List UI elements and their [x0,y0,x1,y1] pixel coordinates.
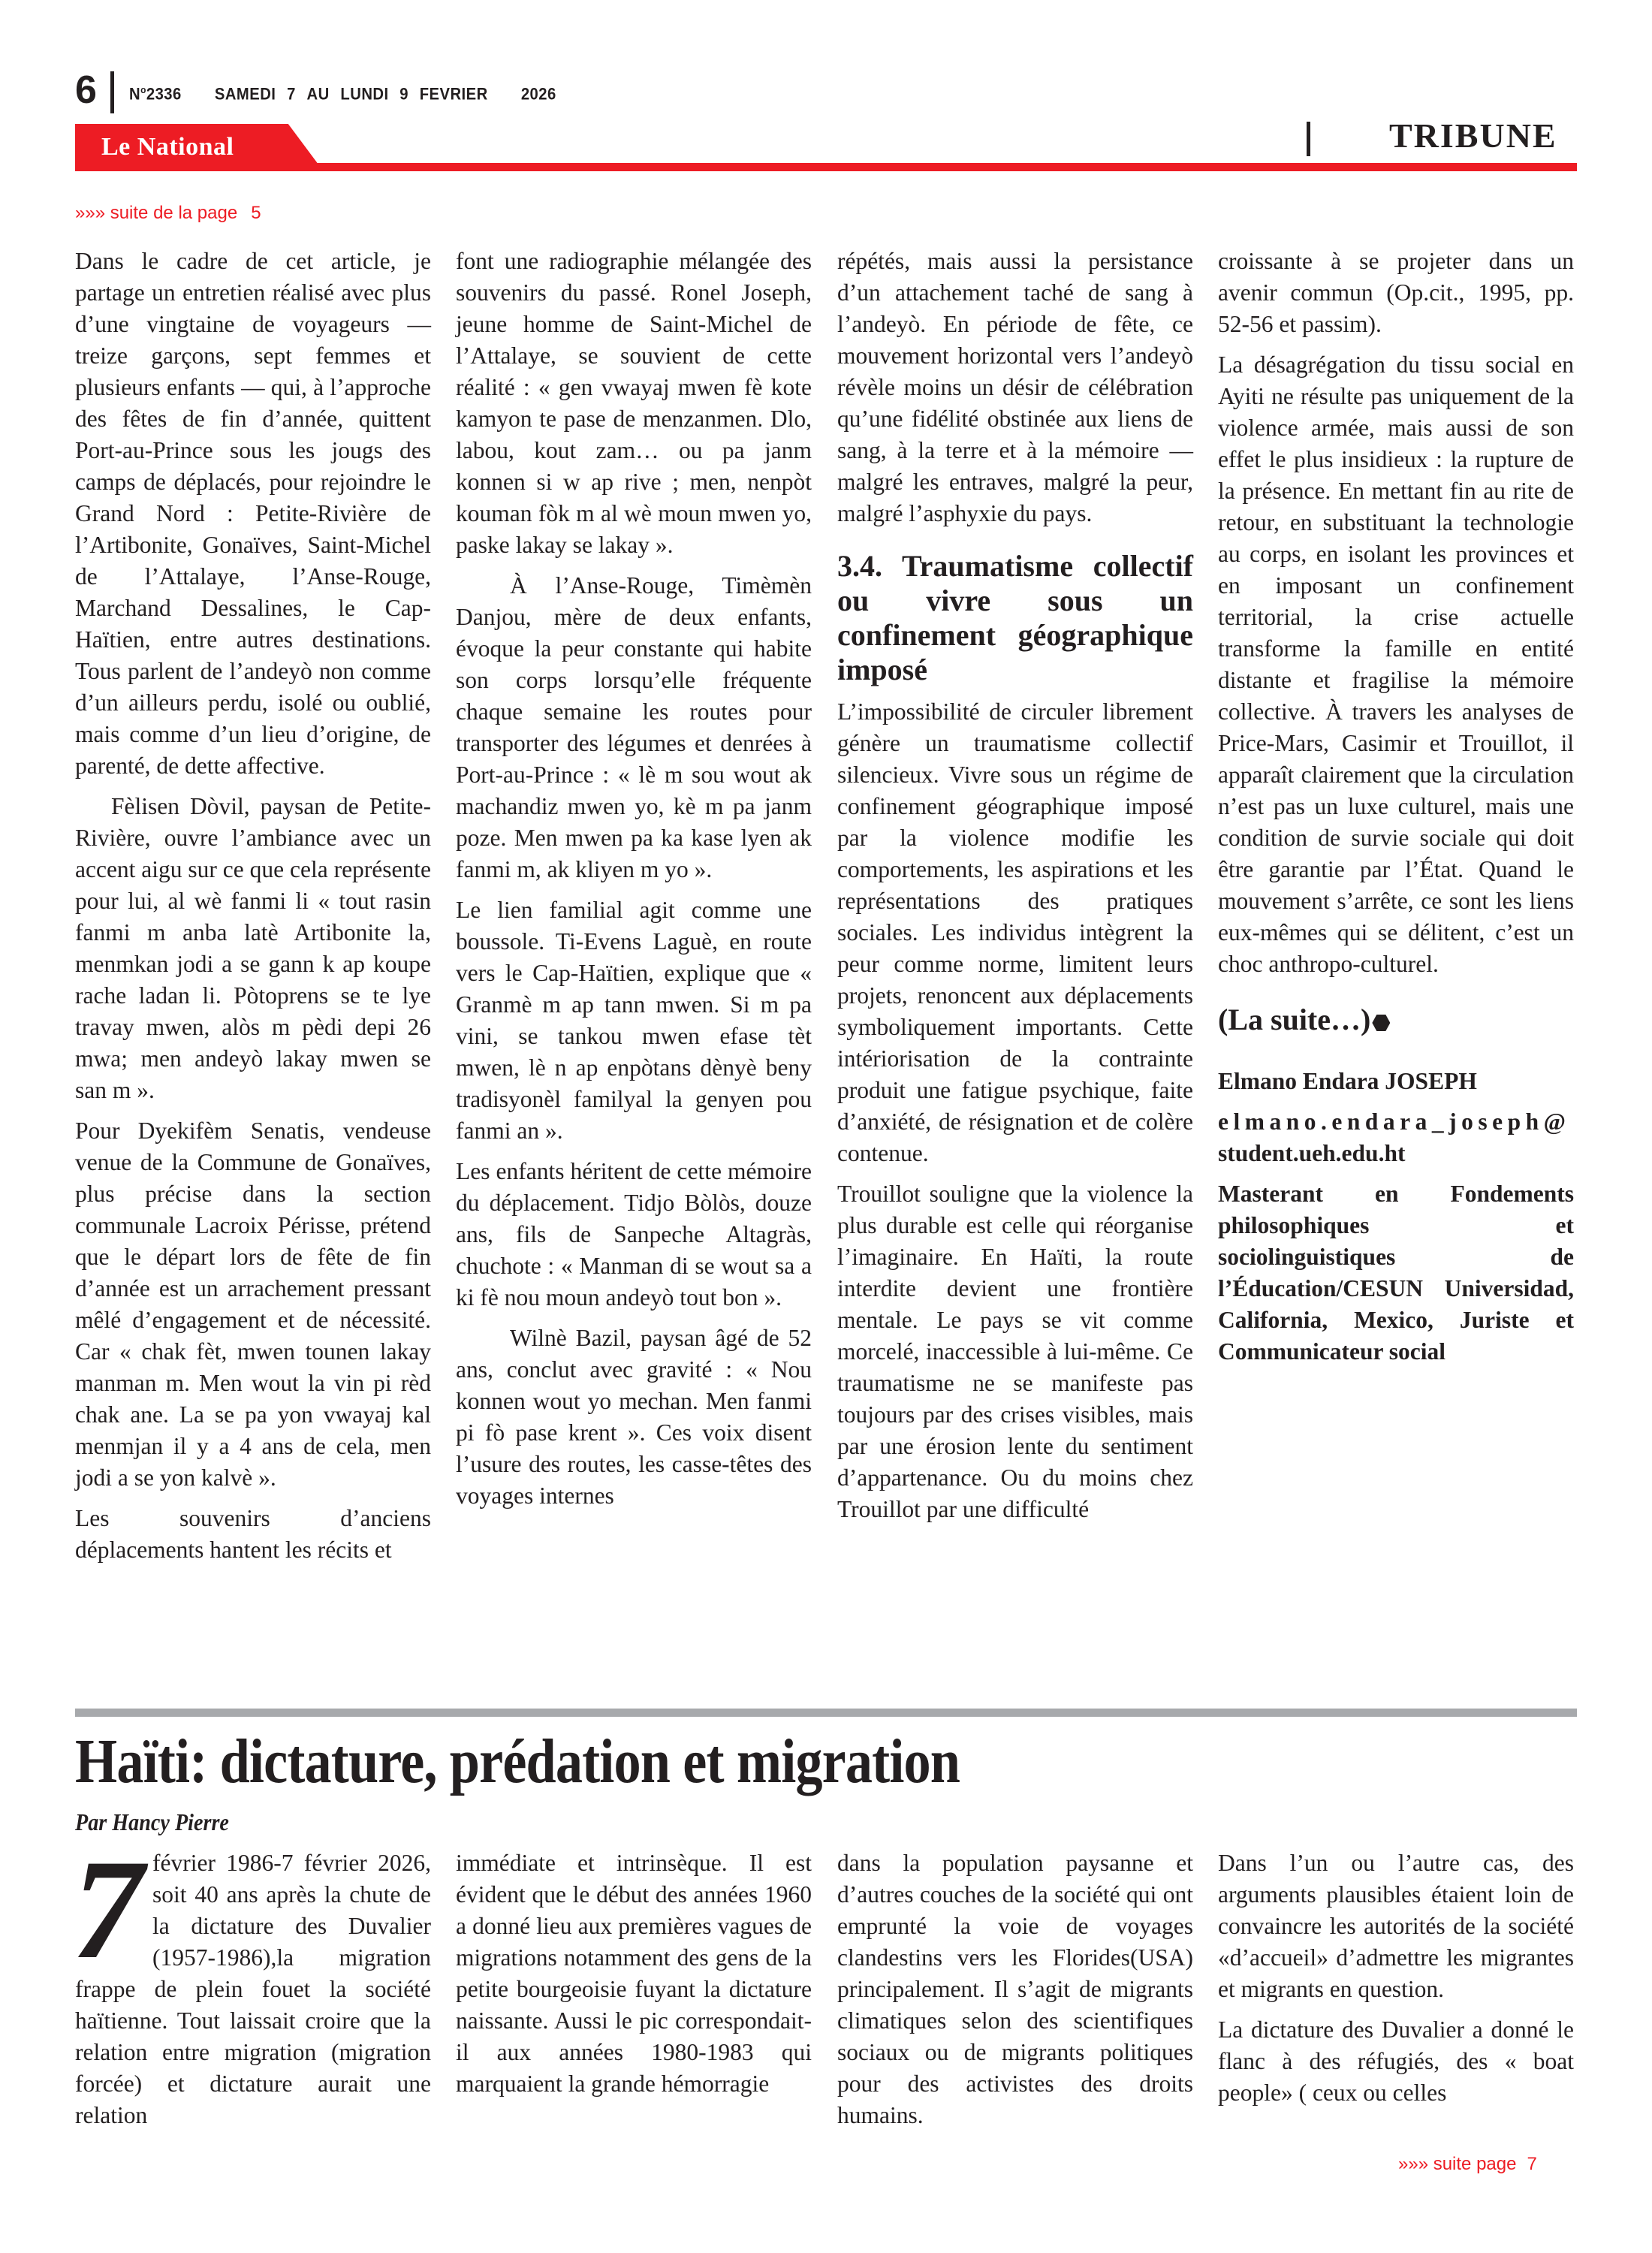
author-email[interactable] [1218,1106,1574,1169]
date-num2: 9 [399,84,409,104]
brand-logo: Le National [101,133,234,161]
paragraph: Dans l’un ou l’autre cas, des arguments plausibles étaient loin de convaincre les autorités de la société «d’accueil» d’admettre les migrantes et migrants en question. [1218,1850,1574,2002]
author-email-domain: student.ueh.edu.ht [1218,1140,1406,1166]
article1-column-4 [1218,246,1574,1377]
continued-to-label: »»» suite page [1398,2154,1517,2174]
paragraph-text: février 1986-7 février 2026, soit 40 ans après la chute de la dictature des Duvalier (1957-1986),la migration frappe de plein fouet la société haïtienne. Tout laissait croire que la relation entre migration (migration forcée) et dictature aurait une relation [75,1850,431,2128]
header-rule [75,163,1577,171]
article2-headline: Haïti: dictature, prédation et migration [75,1727,960,1796]
paragraph: Les enfants héritent de cette mémoire du déplacement. Tidjo Bòlòs, douze ans, fils de Sanpeche Altagràs, chuchote : « Manman di se wout sa a ki fè nou moun andeyò tout bon ». [456,1158,812,1310]
article-divider [75,1709,1577,1717]
continued-to-link[interactable] [1398,2154,1537,2175]
article1-column-1 [75,246,431,1575]
date-day1: SAMEDI [214,84,276,104]
drop-cap: 7 [72,1831,143,1989]
section-divider [1307,122,1310,156]
to-be-continued-label: (La suite…) [1218,1003,1371,1036]
to-be-continued [1218,1004,1574,1036]
paragraph: À l’Anse-Rouge, Timèmèn Danjou, mère de deux enfants, évoque la peur constante qui habite son corps lorsqu’elle fréquente chaque semaine les routes pour transporter des légumes et denrées à Port-au-Prince : « lè m sou wout ak machandiz mwen yo, kè m pa janm poze. Men mwen pa ka kase lyen ak fanmi m, ak kliyen m yo ». [456,572,812,882]
author-name: Elmano Endara JOSEPH [1218,1068,1477,1094]
article2-column-4 [1218,1847,1574,2118]
paragraph: font une radiographie mélangée des souvenirs du passé. Ronel Joseph, jeune homme de Saint-Michel de l’Attalaye, se souvient de cette réalité : « gen vwayaj mwen fè kote kamyon te pase de menzanmen. Dlo, labou, kout zam… ou pa janm konnen si w ap rive ; men, nenpòt kouman fòk m al wè moun mwen yo, paske lakay se lakay ». [456,248,812,558]
paragraph: immédiate et intrinsèque. Il est évident que le début des années 1960 a donné lieu aux premières vagues de migrations notamment des gens de la petite bourgeoisie fuyant la dictature naissante. Aussi le pic correspondait-il aux années 1980-1983 qui marquaient la grande hémorragie [456,1850,812,2097]
article2-column-3 [837,1847,1193,2140]
section-title: TRIBUNE [1389,116,1557,155]
paragraph: La désagrégation du tissu social en Ayiti ne résulte pas uniquement de la violence armée, mais aussi de son effet le plus insidieux : la rupture de la présence. En mettant fin au rite de retour, en substituant la technologie au corps, en isolant les provinces et en imposant un confinement territorial, la crise actuelle transforme la famille en entité distante et fragilise la mémoire collective. À travers les analyses de Price-Mars, Casimir et Trouillot, il apparaît clairement que la circulation n’est pas un luxe culturel, mais une condition de survie sociale qui doit être garantie par l’État. Quand le mouvement s’arrête, ce sont les liens eux-mêmes qui se délitent, c’est un choc anthropo-culturel. [1218,351,1574,977]
paragraph: L’impossibilité de circuler librement génère un traumatisme collectif silencieux. Vivre sous un régime de confinement géographique imposé par la violence modifie les comportements, les aspirations et les représentations des pratiques sociales. Les individus intègrent la peur comme norme, limitent leurs projets, renoncent aux déplacements symboliquement importants. Cette intériorisation de la contrainte produit une fatigue psychique, faite d’anxiété, de résignation et de colère contenue. [837,698,1193,1166]
paragraph: Les souvenirs d’anciens déplacements hantent les récits et [75,1505,431,1563]
issue-date-line [129,84,556,104]
paragraph: dans la population paysanne et d’autres couches de la société qui ont emprunté la voie de voyages clandestins vers les Florides(USA) principalement. Il s’agit de migrants climatiques selon des scientifiques sociaux ou de migrants politiques pour des activistes des droits humains. [837,1850,1193,2128]
section-subheading: 3.4. Traumatisme collectif ou vivre sous un confinement géographique imposé [837,549,1193,686]
continued-from-page: 5 [251,203,261,223]
article2-column-2 [456,1847,812,2109]
issue-number: 2336 [146,84,182,104]
paragraph: répétés, mais aussi la persistance d’un attachement taché de sang à l’andeyò. En période de fête, ce mouvement horizontal vers l’andeyò révèle moins un désir de célébration qu’une fidélité obstinée aux liens de sang, à la terre et à la mémoire — malgré les entraves, malgré la peur, malgré l’asphyxie du pays. [837,248,1193,526]
paragraph: Le lien familial agit comme une boussole. Ti-Evens Laguè, en route vers le Cap-Haïtien, explique que « Granmè m ap tann mwen. Si m pa vini, se tankou mwen efase tèt mwen, lè n ap enpòtans dènyè beny tradisyonèl familyal la genyen pou fanmi an ». [456,897,812,1144]
author-bio: Masterant en Fondements philosophiques et sociolinguistiques de l’Éducation/CESUN Universidad, California, Mexico, Juriste et Communicateur social [1218,1181,1574,1365]
issue-prefix: N [129,84,141,104]
article2-byline: Par Hancy Pierre [75,1808,229,1835]
continued-from-label: »»» suite de la page [75,203,238,223]
end-mark-icon [1372,1015,1390,1031]
date-year: 2026 [520,84,556,104]
article1-column-2 [456,246,812,1521]
paragraph: Pour Dyekifèm Senatis, vendeuse venue de la Commune de Gonaïves, plus précise dans la section communale Lacroix Périsse, prétend que le départ lors de fête de fin d’année est un arrachement pressant mêlé d’engagement et de nécessité. Car « chak fèt, mwen tounen lakay manman m. Men wout la vin pi rèd chak ane. La se pa yon vwayaj kal menmjan il y a 4 ans de cela, men jodi a se yon kalvè ». [75,1117,431,1491]
paragraph: Fèlisen Dòvil, paysan de Petite-Rivière, ouvre l’ambiance avec un accent aigu sur ce que cela représente pour lui, al wè fanmi li « tout rasin fanmi m anba latè Artibonite la, menmkan jodi a se gann k ap koupe rache ladan li. Pòtoprens se te lye travay mwen, alòs m pèdi depi 26 mwa; men andeyò lakay mwen se san m ». [75,793,431,1103]
paragraph [72,1831,431,2131]
paragraph: Dans le cadre de cet article, je partage un entretien réalisé avec plus d’une vingtaine de voyageurs — treize garçons, sept femmes et plusieurs enfants — qui, à l’approche des fêtes de fin d’année, quittent Port-au-Prince sous les jougs des camps de déplacés, pour rejoindre le Grand Nord : Petite-Rivière de l’Artibonite, Gonaïves, Saint-Michel de l’Attalaye, l’Anse-Rouge, Marchand Dessalines, le Cap-Haïtien, entre autres destinations. Tous parlent de l’andeyò non comme d’un ailleurs perdu, isolé ou oublié, mais comme d’un lieu d’origine, de parenté, de dette affective. [75,248,431,779]
date-au: AU [306,84,330,104]
continued-to-page: 7 [1527,2154,1537,2174]
article1-column-3 [837,246,1193,1534]
issue-sup: o [140,84,146,95]
article2-column-1 [72,1831,431,2140]
paragraph: Trouillot souligne que la violence la plus durable est celle qui réorganise l’imaginaire. En Haïti, la route interdite devient une frontière mentale. Le pays se vit comme morcelé, inaccessible à lui-même. Ce traumatisme ne se manifeste pas toujours par des crises visibles, mais par une érosion lente du sentiment d’appartenance. Ou du moins chez Trouillot par une difficulté [837,1181,1193,1522]
date-month: FEVRIER [419,84,488,104]
date-day2: LUNDI [340,84,389,104]
date-num1: 7 [287,84,296,104]
page-number: 6 [75,68,97,112]
continued-from-link[interactable] [75,203,261,224]
paragraph: La dictature des Duvalier a donné le flanc à des réfugiés, des « boat people» ( ceux ou celles [1218,2016,1574,2106]
paragraph: Wilnè Bazil, paysan âgé de 52 ans, conclut avec gravité : « Nou konnen wout yo mechan. Men fanmi pi fò pase krent ». Ces voix disent l’usure des routes, les casse-têtes des voyages internes [456,1325,812,1509]
author-email-local: elmano.endara_joseph@ [1218,1108,1571,1135]
page-number-divider [110,71,114,113]
paragraph: croissante à se projeter dans un avenir commun (Op.cit., 1995, pp. 52-56 et passim). [1218,248,1574,337]
